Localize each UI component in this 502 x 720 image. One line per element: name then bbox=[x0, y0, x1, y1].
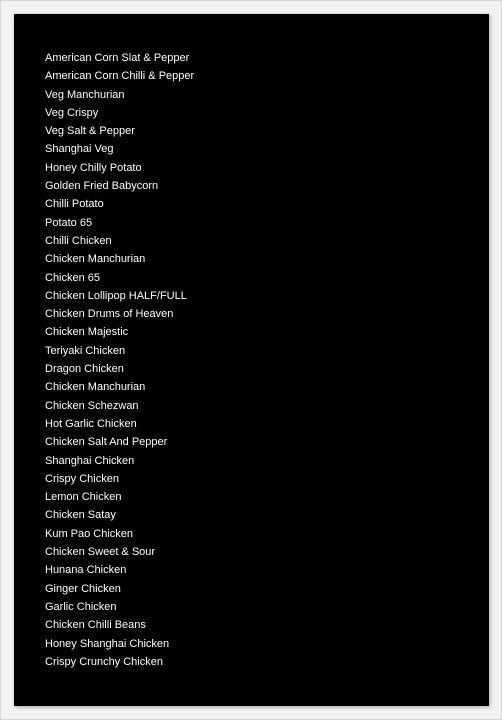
menu-item: Chicken Sweet & Sour bbox=[45, 546, 156, 559]
menu-item: Honey Shanghai Chicken bbox=[45, 637, 170, 650]
menu-item: Lemon Chicken bbox=[45, 491, 122, 504]
menu-item: Crispy Crunchy Chicken bbox=[45, 655, 163, 668]
menu-item: Chicken Chilli Beans bbox=[45, 619, 146, 632]
menu-item: Chicken 65 bbox=[45, 271, 101, 284]
menu-item: Crispy Chicken bbox=[45, 472, 119, 485]
menu-item: Ginger Chicken bbox=[45, 582, 121, 595]
menu-item: Dragon Chicken bbox=[45, 363, 124, 376]
menu-item: Hot Garlic Chicken bbox=[45, 417, 137, 430]
menu-item: Teriyaki Chicken bbox=[45, 344, 126, 357]
menu-item: Chicken Drums of Heaven bbox=[45, 308, 174, 321]
menu-item: Chicken Satay bbox=[45, 509, 116, 522]
menu-item: Chicken Lollipop HALF/FULL bbox=[45, 289, 187, 302]
menu-item: Chicken Schezwan bbox=[45, 399, 139, 412]
menu-item: Golden Fried Babycorn bbox=[45, 180, 159, 193]
menu-panel bbox=[14, 14, 489, 706]
menu-item: Shanghai Veg bbox=[45, 143, 114, 156]
menu-item: Chicken Salt And Pepper bbox=[45, 436, 168, 449]
menu-item: Chilli Chicken bbox=[45, 234, 112, 247]
menu-item: Shanghai Chicken bbox=[45, 454, 135, 467]
menu-item: Honey Chilly Potato bbox=[45, 161, 142, 174]
menu-item: Veg Salt & Pepper bbox=[45, 125, 135, 138]
menu-item: Chicken Manchurian bbox=[45, 253, 146, 266]
menu-item: Chilli Potato bbox=[45, 198, 104, 211]
menu-item: American Corn Slat & Pepper bbox=[45, 52, 190, 64]
menu-item: Potato 65 bbox=[45, 216, 93, 229]
menu-list bbox=[45, 49, 194, 671]
menu-item: Veg Crispy bbox=[45, 106, 99, 119]
menu-item: Chicken Manchurian bbox=[45, 381, 146, 394]
menu-item: Veg Manchurian bbox=[45, 88, 125, 101]
menu-item: Garlic Chicken bbox=[45, 600, 117, 613]
menu-item: Chicken Majestic bbox=[45, 326, 129, 339]
menu-item: American Corn Chilli & Pepper bbox=[45, 70, 195, 83]
menu-item: Hunana Chicken bbox=[45, 564, 127, 577]
menu-item: Kum Pao Chicken bbox=[45, 527, 134, 540]
